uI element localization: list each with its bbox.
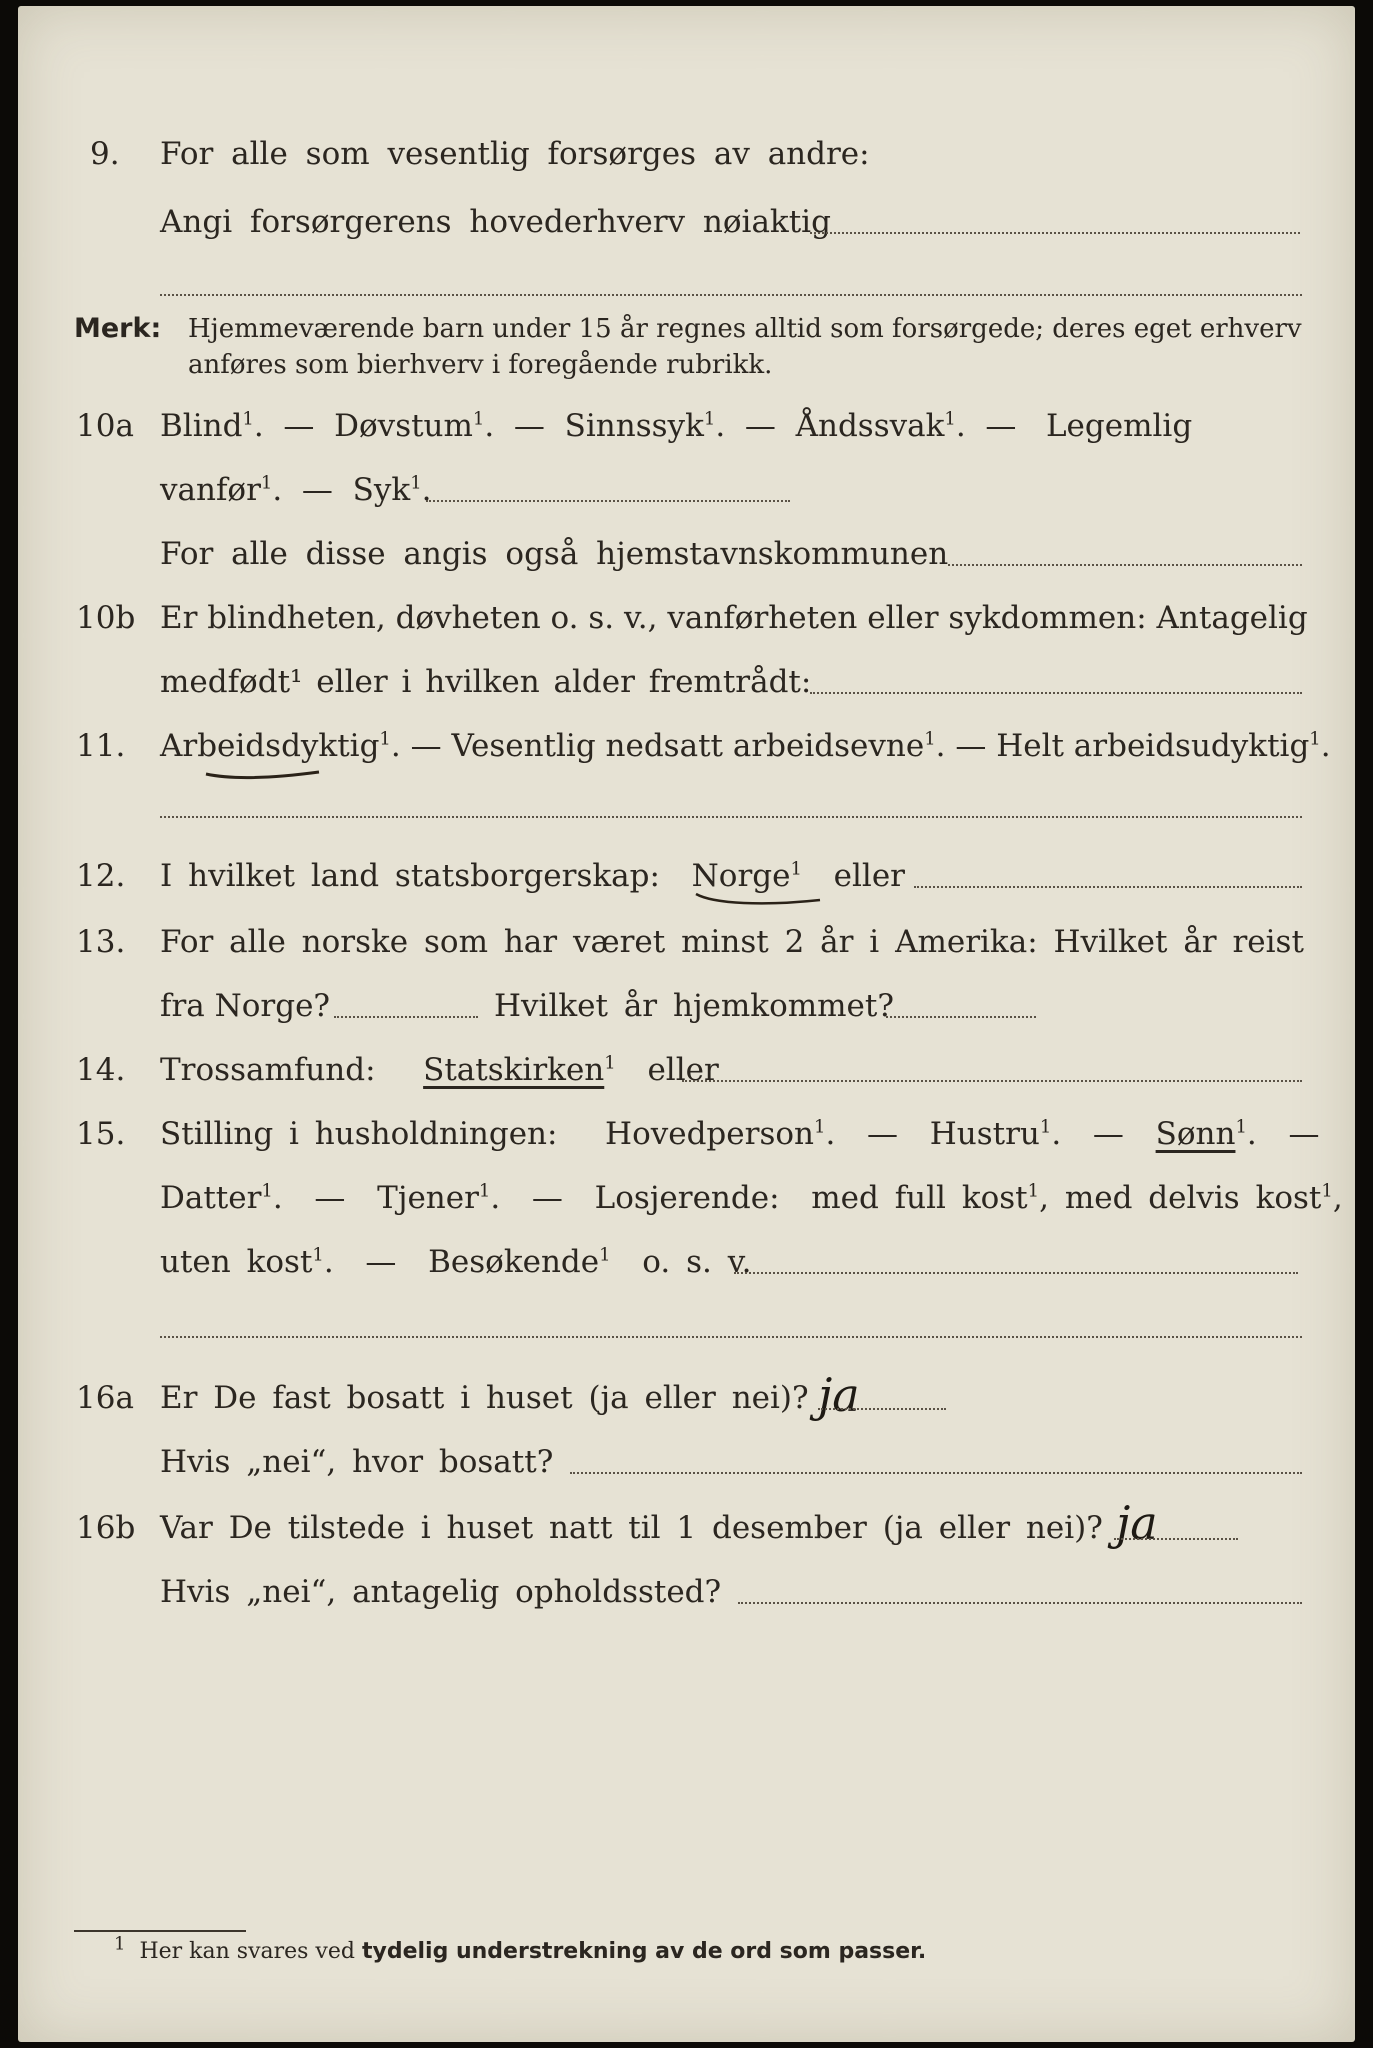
q9-answer-line-2[interactable] xyxy=(160,294,1302,296)
q10a-opt-blind[interactable]: Blind xyxy=(160,408,243,444)
q15-answer-line[interactable] xyxy=(734,1272,1298,1274)
q15-opt-full-kost[interactable]: med full kost xyxy=(811,1180,1028,1216)
q10a-number: 10a xyxy=(76,408,134,444)
q12-handwritten-underline xyxy=(694,890,824,908)
q10a-line1: Blind$^1$. — Døvstum$^1$. — Sinnssyk$^1$. — Åndssvak$^1$. — Legemlig xyxy=(160,408,1193,444)
q11-handwritten-underline xyxy=(204,766,324,782)
q10a-answer-line[interactable] xyxy=(426,500,790,502)
q16b-number: 16b xyxy=(76,1510,136,1546)
q10b-line2: medfødt¹ eller i hvilken alder fremtrådt: xyxy=(160,664,812,700)
q16a-bosatt-line[interactable] xyxy=(570,1472,1302,1474)
q15-opt-delvis-kost[interactable]: med delvis kost xyxy=(1064,1180,1322,1216)
footnote-mark: 1 xyxy=(114,1933,126,1955)
q12-answer-line[interactable] xyxy=(914,886,1302,888)
q12-number: 12. xyxy=(76,858,126,894)
q15-line3: uten kost$^1$. — Besøkende$^1$ o. s. v. xyxy=(160,1244,752,1280)
q9-answer-line[interactable] xyxy=(810,232,1300,234)
q13-reist-line[interactable] xyxy=(334,1016,478,1018)
q15-opt-tjener[interactable]: Tjener xyxy=(377,1180,479,1216)
q13-line2a: fra Norge? xyxy=(160,988,331,1024)
q14-opt-statskirken[interactable]: Statskirken xyxy=(423,1052,605,1088)
q15-opt-hovedperson[interactable]: Hovedperson xyxy=(605,1116,814,1152)
footnote-bold: tydelig understrekning av de ord som passer. xyxy=(361,1939,927,1964)
footnote xyxy=(114,1933,927,1966)
q16a-line2: Hvis „nei“, hvor bosatt? xyxy=(160,1444,554,1480)
q14-number: 14. xyxy=(76,1052,126,1088)
q15-answer-line-2[interactable] xyxy=(160,1336,1302,1338)
q10a-line2: vanfør$^1$. — Syk$^1$. xyxy=(160,472,432,508)
q11-opt-udyktig[interactable]: Helt arbeidsudyktig xyxy=(996,728,1310,764)
q16b-answer-line[interactable] xyxy=(1114,1538,1238,1540)
q11-number: 11. xyxy=(76,728,126,764)
q10a-kommune-line[interactable] xyxy=(948,564,1302,566)
q10a-opt-vanfor[interactable]: vanfør xyxy=(160,472,261,508)
q9-number: 9. xyxy=(90,136,120,172)
q10a-opt-andssvak[interactable]: Åndssvak xyxy=(795,408,945,444)
q10a-opt-dovstum[interactable]: Døvstum xyxy=(334,408,473,444)
q11-opt-arbeidsdyktig[interactable]: Arbeidsdyktig xyxy=(160,728,380,764)
q15-line2: Datter$^1$. — Tjener$^1$. — Losjerende: med full kost$^1$, med delvis kost$^1$, xyxy=(160,1180,1343,1216)
q16b-line2: Hvis „nei“, antagelig opholdssted? xyxy=(160,1574,722,1610)
q9-line1: For alle som vesentlig forsørges av andre: xyxy=(160,136,870,172)
q15-lead: Stilling i husholdningen: xyxy=(160,1116,558,1152)
q16b-handwritten-answer[interactable]: ja xyxy=(1116,1496,1158,1550)
q10b-number: 10b xyxy=(76,600,136,636)
q12-line: I hvilket land statsborgerskap: Norge$^1$ eller xyxy=(160,858,905,894)
q13-number: 13. xyxy=(76,924,126,960)
q13-hjemkommet-line[interactable] xyxy=(886,1016,1036,1018)
q10a-line3: For alle disse angis også hjemstavnskommunen xyxy=(160,536,949,572)
merk-line2: anføres som bierhverv i foregående rubrikk. xyxy=(188,350,773,380)
q9-line2: Angi forsørgerens hovederhverv nøiaktig xyxy=(160,204,831,240)
q15-number: 15. xyxy=(76,1116,126,1152)
census-form-page xyxy=(18,6,1355,2042)
q15-lodger: Losjerende: xyxy=(594,1180,780,1216)
q11-line: Arbeidsdyktig$^1$. — Vesentlig nedsatt arbeidsevne$^1$. — Helt arbeidsudyktig$^1$. xyxy=(160,728,1331,764)
q15-opt-hustru[interactable]: Hustru xyxy=(929,1116,1040,1152)
q11-opt-nedsatt[interactable]: Vesentlig nedsatt arbeidsevne xyxy=(451,728,925,764)
q15-opt-besokende[interactable]: Besøkende xyxy=(428,1244,600,1280)
q16a-line1: Er De fast bosatt i huset (ja eller nei)? xyxy=(160,1380,809,1416)
q10b-answer-line[interactable] xyxy=(810,692,1302,694)
q12-text: I hvilket land statsborgerskap: xyxy=(160,858,660,894)
q16a-handwritten-answer[interactable]: ja xyxy=(818,1368,860,1422)
merk-line1: Hjemmeværende barn under 15 år regnes alltid som forsørgede; deres eget erhverv xyxy=(188,314,1302,344)
q16b-opholdssted-line[interactable] xyxy=(738,1602,1302,1604)
q16b-line1: Var De tilstede i huset natt til 1 desember (ja eller nei)? xyxy=(160,1510,1103,1546)
q13-line1: For alle norske som har været minst 2 år i Amerika: Hvilket år reist xyxy=(160,924,1304,960)
q15-opt-uten-kost[interactable]: uten kost xyxy=(160,1244,313,1280)
q10b-line1: Er blindheten, døvheten o. s. v., vanførheten eller sykdommen: Antagelig xyxy=(160,600,1308,636)
q16a-number: 16a xyxy=(76,1380,134,1416)
q10a-opt-sinnssyk[interactable]: Sinnssyk xyxy=(564,408,704,444)
q14-line: Trossamfund: Statskirken$^1$ eller xyxy=(160,1052,719,1088)
footnote-rule xyxy=(74,1930,246,1932)
q16a-answer-line[interactable] xyxy=(818,1408,946,1410)
q13-line2b: Hvilket år hjemkommet? xyxy=(494,988,894,1024)
merk-label: Merk: xyxy=(74,313,162,344)
q14-text: Trossamfund: xyxy=(160,1052,376,1088)
q15-tail: o. s. v. xyxy=(642,1244,752,1280)
q14-answer-line[interactable] xyxy=(682,1080,1302,1082)
q10a-opt-syk[interactable]: Syk xyxy=(352,472,411,508)
q12-opt-norge[interactable]: Norge xyxy=(691,858,791,894)
footnote-pre: Her kan svares ved xyxy=(139,1939,355,1964)
q15-line1: Stilling i husholdningen: Hovedperson$^1$. — Hustru$^1$. — Sønn$^1$. — xyxy=(160,1116,1320,1152)
q12-tail: eller xyxy=(833,858,905,894)
q15-opt-sonn[interactable]: Sønn xyxy=(1155,1116,1236,1152)
q10a-opt-legemlig[interactable]: Legemlig xyxy=(1045,408,1193,444)
q11-answer-line[interactable] xyxy=(160,816,1302,818)
q15-opt-datter[interactable]: Datter xyxy=(160,1180,262,1216)
q14-tail: eller xyxy=(647,1052,719,1088)
